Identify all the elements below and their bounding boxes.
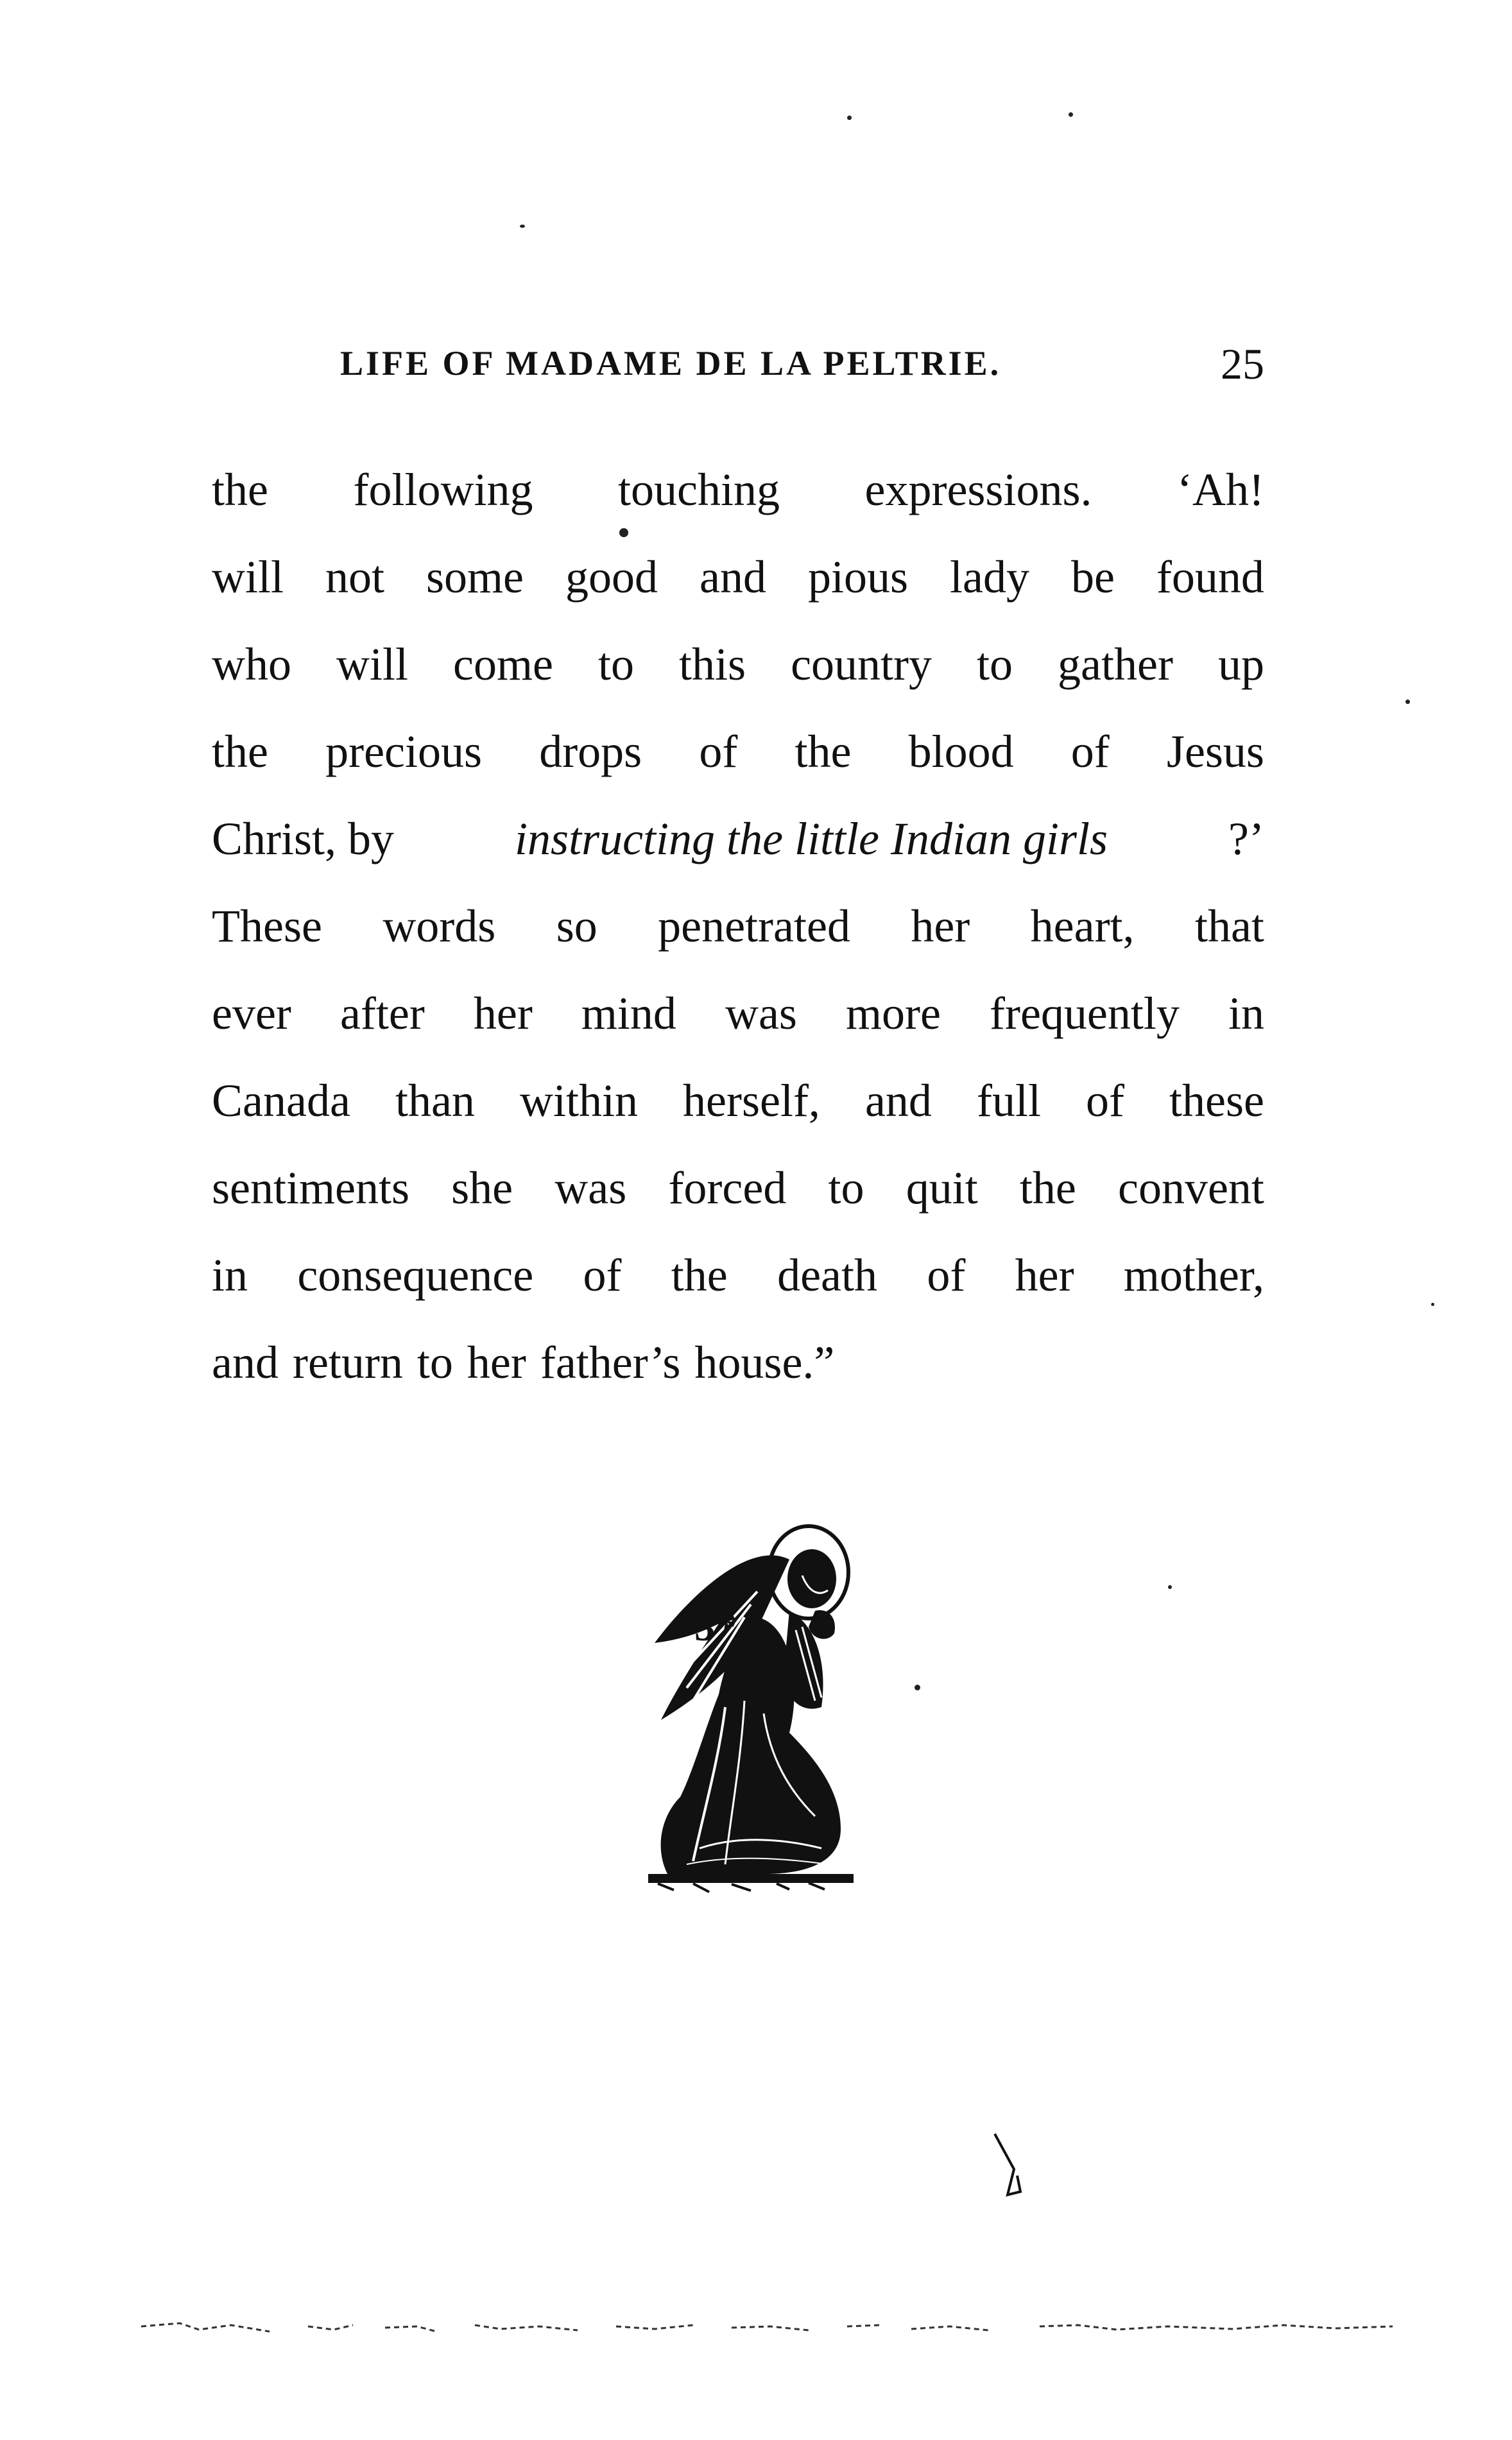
ink-speck (619, 528, 628, 537)
closing-quote: ?’ (1228, 813, 1264, 864)
word: death (777, 1250, 878, 1301)
text-line-3 (212, 621, 1264, 708)
word: these (1169, 1075, 1264, 1126)
word: convent (1118, 1162, 1264, 1214)
word: return (292, 1337, 403, 1388)
word: and (700, 551, 766, 603)
word: found (1156, 551, 1264, 603)
ink-speck (520, 225, 525, 228)
word: words (382, 900, 496, 952)
word: that (1194, 900, 1264, 952)
word: will (212, 551, 284, 603)
signature-mark: 3* (694, 1604, 738, 1649)
word: herself, (683, 1075, 820, 1126)
running-title: LIFE OF MADAME DE LA PELTRIE. (340, 344, 1002, 382)
word: than (395, 1075, 475, 1126)
word: the (795, 726, 852, 777)
text-line-8 (212, 1057, 1264, 1144)
word: more (846, 988, 941, 1039)
word: her (473, 988, 533, 1039)
ink-speck (1431, 1303, 1434, 1306)
word: this (679, 639, 746, 690)
bottom-edge-noise (141, 2307, 1425, 2346)
word: mind (581, 988, 676, 1039)
word: full (976, 1075, 1041, 1126)
word: ‘Ah! (1177, 464, 1264, 515)
text-line-2 (212, 533, 1264, 621)
italic-phrase: instructing the little Indian girls (515, 813, 1108, 864)
word: consequence (297, 1250, 534, 1301)
word: following (353, 464, 533, 515)
word: was (725, 988, 797, 1039)
ink-speck (1168, 1585, 1172, 1589)
word: to (977, 639, 1013, 690)
word: of (927, 1250, 966, 1301)
word: in (212, 1250, 248, 1301)
word: will (336, 639, 409, 690)
text-line-6 (212, 882, 1264, 970)
text-line-7 (212, 970, 1264, 1057)
word: she (451, 1162, 513, 1214)
running-head (212, 334, 1264, 398)
word: the (1019, 1162, 1076, 1214)
word: country (791, 639, 932, 690)
word: pious (807, 551, 909, 603)
word: mother, (1123, 1250, 1264, 1301)
word: within (519, 1075, 638, 1126)
word: Jesus (1166, 726, 1264, 777)
word: good (565, 551, 658, 603)
text-line-10 (212, 1232, 1264, 1319)
word: up (1217, 639, 1264, 690)
ink-speck (847, 116, 852, 120)
word: was (554, 1162, 627, 1214)
word: expressions. (864, 464, 1092, 515)
word: so (556, 900, 597, 952)
kneeling-angel-illustration (597, 1515, 918, 1912)
word: not (325, 551, 385, 603)
word: house.” (694, 1337, 835, 1388)
word: the (212, 464, 268, 515)
word: and (864, 1075, 932, 1126)
word: in (1228, 988, 1264, 1039)
word: of (1070, 726, 1110, 777)
word: to (597, 639, 634, 690)
word: Canada (212, 1075, 350, 1126)
word: be (1070, 551, 1115, 603)
word: some (426, 551, 524, 603)
text-line-11 (212, 1319, 1264, 1406)
word: who (212, 639, 291, 690)
word: precious (325, 726, 483, 777)
ink-speck (1069, 112, 1073, 117)
word: heart, (1030, 900, 1135, 952)
word: gather (1058, 639, 1173, 690)
text-line-4 (212, 708, 1264, 795)
word: the (212, 726, 268, 777)
word: drops (539, 726, 642, 777)
page-number: 25 (1221, 339, 1264, 388)
ink-speck (1405, 700, 1410, 704)
word: of (583, 1250, 622, 1301)
ink-speck (915, 1685, 920, 1690)
text-line-1 (212, 446, 1264, 533)
text-line-5 (212, 795, 1264, 882)
word: penetrated (658, 900, 850, 952)
word: father’s (540, 1337, 681, 1388)
word: after (339, 988, 425, 1039)
word: to (828, 1162, 864, 1214)
word: come (453, 639, 553, 690)
word: the (671, 1250, 728, 1301)
word: blood (908, 726, 1014, 777)
word: ever (212, 988, 291, 1039)
word: her (911, 900, 970, 952)
word: Christ, by (212, 813, 395, 864)
word: sentiments (212, 1162, 409, 1214)
word: touching (618, 464, 780, 515)
word: of (699, 726, 738, 777)
word: lady (950, 551, 1029, 603)
word: frequently (990, 988, 1180, 1039)
text-line-9 (212, 1144, 1264, 1232)
body-paragraph (212, 446, 1264, 1406)
word: of (1086, 1075, 1124, 1126)
word: her (467, 1337, 526, 1388)
word: her (1015, 1250, 1074, 1301)
word: to (417, 1337, 453, 1388)
stray-mark (988, 2131, 1033, 2201)
word: and (212, 1337, 279, 1388)
word: These (212, 900, 322, 952)
word: forced (668, 1162, 787, 1214)
word: quit (906, 1162, 978, 1214)
